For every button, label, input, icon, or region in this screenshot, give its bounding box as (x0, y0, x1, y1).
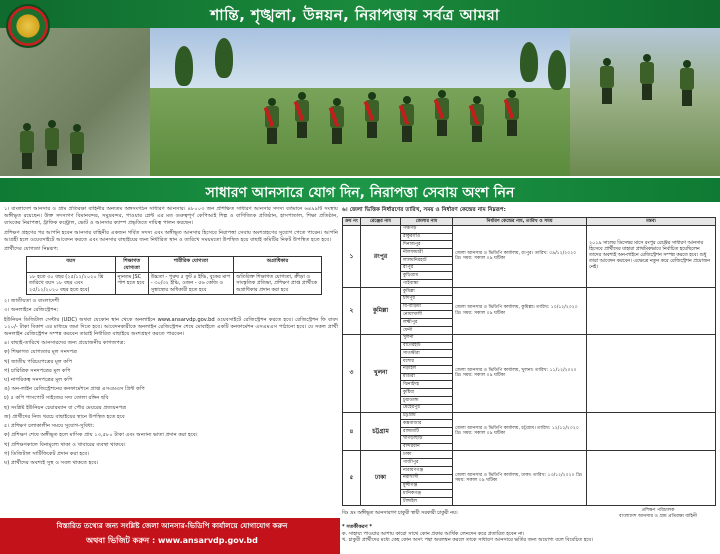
marching-soldier (330, 98, 344, 144)
qualification-table (26, 256, 322, 295)
marching-soldier (470, 96, 484, 142)
list-item: খ) জাতীয় পরিচয়পত্রের মূল কপি (4, 358, 72, 365)
marching-soldier (295, 92, 309, 138)
documents-heading: ৪। বাছাই-তারিখে আনসারদের জন্য প্রয়োজনীয় কাগজপত্র: (4, 340, 126, 347)
remarks-cell (587, 288, 716, 335)
tree-icon (520, 42, 538, 82)
table-header: জেলার নাম (401, 218, 453, 226)
table-header: নির্ধারণ কেন্দ্রের নাম, তারিখ ও সময় (453, 218, 587, 226)
district-name: ফেনী (401, 326, 453, 334)
warning-item: ক. সাহায্য পাওয়ার আশায় কারো সাথে কোন প্রকার আর্থিক লেনদেন করে প্রতারিত হবেন না। (342, 530, 525, 537)
schedule-table (342, 217, 716, 506)
district-name: মানিকগঞ্জ (401, 490, 453, 498)
list-item: ঘ) প্রার্থীদের অবশ্যই সুস্থ ও সবল থাকতে হবে। (4, 459, 99, 466)
district-name: ঠাকুরগাঁও (401, 233, 453, 241)
remarks-cell (587, 412, 716, 451)
district-name: কুমিল্লা (401, 288, 453, 296)
list-item: চ) ৫ কপি পাসপোর্ট সাইজের সদ্য তোলা রঙ্গিন ছবি (4, 395, 109, 402)
range-name: ঢাকা (361, 451, 401, 505)
district-name: বি-বাড়িয়া (401, 303, 453, 311)
warning-title: * সতর্কীকরণ * (342, 524, 372, 530)
schedule-title: ৬। জেলা ভিত্তিক নির্ধারণের তারিখ, সময় ও নির্ধারণ কেন্দ্রের নাম নিম্নরূপ: (342, 207, 506, 213)
schedule-section (342, 206, 716, 526)
table-row (343, 288, 716, 296)
district-name: রাঙ্গামাটি (401, 428, 453, 436)
district-name: মাগুরা (401, 373, 453, 381)
district-name: চাঁদপুর (401, 295, 453, 303)
district-name: বাগেরহাট (401, 342, 453, 350)
district-name: যশোর (401, 358, 453, 366)
range-number: ১ (343, 225, 361, 287)
table-header: শারীরিক যোগ্যতা (148, 257, 233, 273)
marching-soldier (365, 92, 379, 138)
slogan-text: সাধারণ আনসারে যোগ দিন, নিরাপত্তা সেবায় অংশ নিন (205, 185, 515, 201)
signature-block (600, 508, 716, 519)
signature-title: প্রশিক্ষণ পরিচালক (641, 508, 675, 513)
district-name: টাঙ্গাইল (401, 498, 453, 506)
range-name: চট্টগ্রাম (361, 412, 401, 451)
district-name: খুলনা (401, 334, 453, 342)
table-row (343, 412, 716, 420)
warning-item: খ. চাকুরী প্রার্থীদের মধ্যে কেহ কোন অসৎ পন্থা অবলম্বন করলে তাকে সাধারণ আনসারে ভর্তির জন্য অযোগ্য বলে বিবেচিত হবে। (342, 537, 593, 544)
district-name: মুন্সীগঞ্জ (401, 482, 453, 490)
training-paragraph: প্রশিক্ষণ গ্রহণের পর আপনি হবেন আনসার বাহিনীর একজন গর্বিত সদস্য এবং অঙ্গীভূত আনসার হিসেবে নিরাপত্তা সেবায় অংশগ্রহণের সুযোগ পেতে পারেন। আপনি আগ্রহী হলে ওয়েবসাইটে আবেদন করতে এবং আনসার বাছাইয়ের জন্য নির্ধারিত স্থান ও তারিখে সময়মতো উপস্থিত হয়ে বাছাই কমিটির নিকট উপস্থিত হতে হবে। (4, 229, 338, 243)
district-name: সাতক্ষীরা (401, 350, 453, 358)
table-header: অগ্রাধিকার (234, 257, 322, 273)
table-header: ক্রম নং (343, 218, 361, 226)
district-name: লালমনিরহাট (401, 256, 453, 264)
list-item: জ) প্রার্থীদের নিজ খরচে বাছাইয়ের স্থানে উপস্থিত হতে হবে (4, 413, 125, 420)
district-name: নারায়ণগঞ্জ (401, 467, 453, 475)
photo-collage (0, 28, 720, 176)
marching-soldier (400, 96, 414, 142)
trainee-soldier (70, 124, 84, 170)
parade-sky (150, 28, 570, 88)
center-detail: জেলা আনসার ও ভিডিপি কার্যালয়, ঢাকা। তারিখ: ১৩/১২/২০২০ খ্রি। সময়: সকাল ০৯ ঘটিকা (453, 451, 587, 505)
tree-icon (548, 50, 566, 90)
contact-line: বিস্তারিত তথ্যের জন্য সংশ্লিষ্ট জেলা আনসার-ভিডিপি কার্যালয়ে যোগাযোগ করুন (56, 521, 288, 530)
ansar-vdp-emblem-icon (6, 4, 50, 48)
table-row (343, 451, 716, 459)
range-name: খুলনা (361, 334, 401, 412)
table-row (343, 334, 716, 342)
intro-paragraph: ১। বাংলাদেশ আনসার ও গ্রাম প্রতিরক্ষা বাহিনীর অন্যতম অঙ্গসংগঠন সাধারণ আনসার। ৪৮০০৩ জন প্রশিক্ষিত সাধারণ আনসার সদস্য বর্তমানে ৬৪৯৯টি সংস্থায় অঙ্গীভূত রয়েছেন। উক্ত সদস্যগণ বিমানবন্দর, সমুদ্রবন্দর, পাওয়ার প্লেন্ট এর মত গুরুত্বপূর্ণ কেপিআই শিল্প ও বাণিজ্যিক প্রতিষ্ঠান, হাসপাতাল, শিক্ষা প্রতিষ্ঠান, ব্যাংকের নিরাপত্তা, ট্রাফিক কন্ট্রোল, ভোট ও আনসার ক্যাম্প প্রভৃতিতে দায়িত্ব পালন করছেন। (4, 206, 338, 227)
table-row (27, 273, 322, 295)
table-row (343, 225, 716, 233)
list-item: ঙ) অন-লাইন রেজিস্ট্রেশনের কনফার্মেশনে প্রাপ্ত এসএমএস প্রিন্ট কপি (4, 386, 145, 393)
center-detail: জেলা আনসার ও ভিডিপি কার্যালয়, রংপুর। তারিখ: ০৯/১২/২০২০ খ্রি। সময়: সকাল ০৯ ঘটিকা (453, 225, 587, 287)
table-cell: উচ্চতা - পুরুষ ৫ ফুট ৪ ইঞ্চি, বুকের মাপ - ৩০/৩২ ইঞ্চি, ওজন - ৫৬ কেজি ও সুস্বাস্থ্যের অধিকারী হতে হবে (148, 273, 233, 295)
website-line[interactable]: অথবা ভিজিট করুন : www.ansarvdp.gov.bd (86, 536, 258, 545)
training-photo-right (570, 28, 720, 176)
list-item: ক) শিক্ষাগত যোগ্যতার মূল সনদপত্র (4, 349, 77, 356)
warning-section (342, 524, 716, 554)
table-cell: ন্যূনতম JSC পাশ হতে হবে (115, 273, 148, 295)
district-name: বান্দরবান (401, 443, 453, 451)
table-header: শিক্ষাগত যোগ্যতা (115, 257, 148, 273)
district-name: দিনাজপুর (401, 241, 453, 249)
list-item: গ) ডিজিটাল সার্টিফিকেট প্রদান করা হবে। (4, 450, 90, 457)
registration-paragraph: ইউনিয়ন ডিজিটাল সেন্টার (UDC) অথবা যেকোন স্থান থেকে অনলাইনে www.ansarvdp.gov.bd ওয়েবসাইটে রেজিস্ট্রেশন করতে হবে। রেজিস্ট্রেশন ফি বাবদ ১২০/- টাকা বিকাশ এর মাধ্যমে জমা দিতে হবে। আবেদনকারীকে অনলাইন রেজিস্ট্রেশন শেষে মোবাইলে একটি কনফার্মেশন এসএমএস পাঠানো হবে। যে সকল প্রার্থী অনলাইন রেজিস্ট্রেশন সম্পন্ন করবেন তারাই নির্ধারিত বাছাইয়ে অংশগ্রহণ করতে পারবেন। (4, 316, 338, 338)
district-name: ঢাকা (401, 451, 453, 459)
district-name: ঝিনাইদহ (401, 381, 453, 389)
nationality-line: ২। জাতীয়তা ও বাংলাদেশী (4, 298, 60, 305)
motto-title: শান্তি, শৃঙ্খলা, উন্নয়ন, নিরাপত্তায় সর্বত্র আমরা (210, 6, 500, 24)
center-detail: জেলা আনসার ও ভিডিপি কার্যালয়, চট্টগ্রাম। তারিখ: ১২/১২/২০২০ খ্রি। সময়: সকাল ০৯ ঘটিকা (453, 412, 587, 451)
list-item: ঘ) নাগরিকত্ব সনদপত্রের মূল কপি (4, 377, 73, 384)
district-name: নোয়াখালী (401, 311, 453, 319)
range-number: ৩ (343, 334, 361, 412)
table-cell: অতিরিক্ত শিক্ষাগত যোগ্যতা, ক্রীড়া ও সাংস্কৃতিক প্রতিভা, প্রশিক্ষণ প্রাপ্ত প্রার্থীকে অগ্রাধিকার প্রদান করা হবে (234, 273, 322, 295)
disclaimer-note: বিঃ দ্রঃ অঙ্গীভূত আনসারগণ চাকুরী স্থায়ী সরকারী চাকুরী নয়। (342, 511, 458, 516)
remarks-cell (587, 334, 716, 412)
trainee-soldier (20, 123, 34, 169)
remarks-cell: ২০১৯ সালের ডিসেম্বর মাসে রংপুর রেঞ্জের সাধারণ আনসার হিসেবে প্রার্থীদের যাহারা প্রাথমিকভাবে নির্বাচিত হয়েছিলেন তাদের অবশ্যই অন-লাইনে রেজিস্ট্রেশন সম্পন্ন করতে হবে। শুধু তারা আবেদন করবেন। এক্ষেত্রে নতুন করে রেজিস্ট্রেশন প্রয়োজন নেই। (587, 225, 716, 287)
range-number: ২ (343, 288, 361, 335)
remarks-cell (587, 451, 716, 505)
marching-soldier (265, 98, 279, 144)
district-name: নীলফামারী (401, 249, 453, 257)
trainee-soldier (640, 54, 654, 100)
district-name: মেহেরপুর (401, 404, 453, 412)
table-header: মন্তব্য (587, 218, 716, 226)
qualification-heading: প্রার্থীদের যোগ্যতা নিম্নরূপ: (4, 246, 59, 253)
district-name: কুষ্টিয়া (401, 389, 453, 397)
district-name: কক্সবাজার (401, 420, 453, 428)
center-detail: জেলা আনসার ও ভিডিপি কার্যালয়, খুলনা। তারিখ: ১১/১২/২০২০ খ্রি। সময়: সকাল ০৯ ঘটিকা (453, 334, 587, 412)
benefits-heading: ৫। প্রশিক্ষণ চলাকালীন সময়ে সুযোগ-সুবিধা: (4, 423, 95, 430)
list-item: খ) প্রশিক্ষণকালে বিনামূল্যে থাকা ও খাবারের ব্যবস্থা থাকবে। (4, 441, 126, 448)
district-name: পঞ্চগড় (401, 225, 453, 233)
table-header: রেঞ্জের নাম (361, 218, 401, 226)
list-item: ছ) সংশ্লিষ্ট ইউনিয়ন চেয়ারম্যান বা পৌর মেয়রের প্রত্যয়নপত্র (4, 404, 127, 411)
list-item: ক) প্রশিক্ষণ শেষে অঙ্গীভূত হলে মাসিক প্রায় ১৩,৫৮০ টাকা এবং অন্যান্য ভাতা প্রদান করা হবে। (4, 432, 198, 439)
table-cell: ১৮ হতে ৩০ বছর (২৫/১২/২০২০ খ্রি তারিখে বয়স ১৮ বছর এবং ২৫/১২/২০২০ বছর হতে হবে) (27, 273, 116, 295)
district-name: নড়াইল (401, 365, 453, 373)
list-item: গ) চারিত্রিক সনদপত্রের মূল কপি (4, 367, 71, 374)
tree-icon (175, 46, 193, 86)
district-name: চট্টগ্রাম (401, 412, 453, 420)
eligibility-section (4, 206, 338, 518)
marching-soldier (435, 90, 449, 136)
district-name: চুয়াডাঙ্গা (401, 396, 453, 404)
tree-icon (215, 38, 233, 78)
trainee-soldier (45, 120, 59, 166)
registration-heading: ৩। অনলাইনে রেজিস্ট্রেশন: (4, 307, 59, 314)
center-detail: জেলা আনসার ও ভিডিপি কার্যালয়, কুমিল্লা। তারিখ: ১০/১২/২০২০ খ্রি। সময়: সকাল ০৯ ঘটিকা (453, 288, 587, 335)
range-number: ৪ (343, 412, 361, 451)
header-banner (0, 0, 720, 176)
district-name: খাগড়াছড়ি (401, 435, 453, 443)
district-name: রংপুর (401, 264, 453, 272)
range-name: কুমিল্লা (361, 288, 401, 335)
signature-org: বাংলাদেশ আনসার ও গ্রাম প্রতিরক্ষা বাহিনী (618, 513, 698, 519)
marching-soldier (505, 90, 519, 136)
district-name: নরসিংদী (401, 474, 453, 482)
district-name: গাইবান্ধা (401, 280, 453, 288)
district-name: কুড়িগ্রাম (401, 272, 453, 280)
trainee-soldier (600, 58, 614, 104)
district-name: লক্ষ্মীপুর (401, 319, 453, 327)
trainee-soldier (680, 60, 694, 106)
range-name: রংপুর (361, 225, 401, 287)
range-number: ৫ (343, 451, 361, 505)
district-name: গাজীপুর (401, 459, 453, 467)
table-header: বয়স (27, 257, 116, 273)
